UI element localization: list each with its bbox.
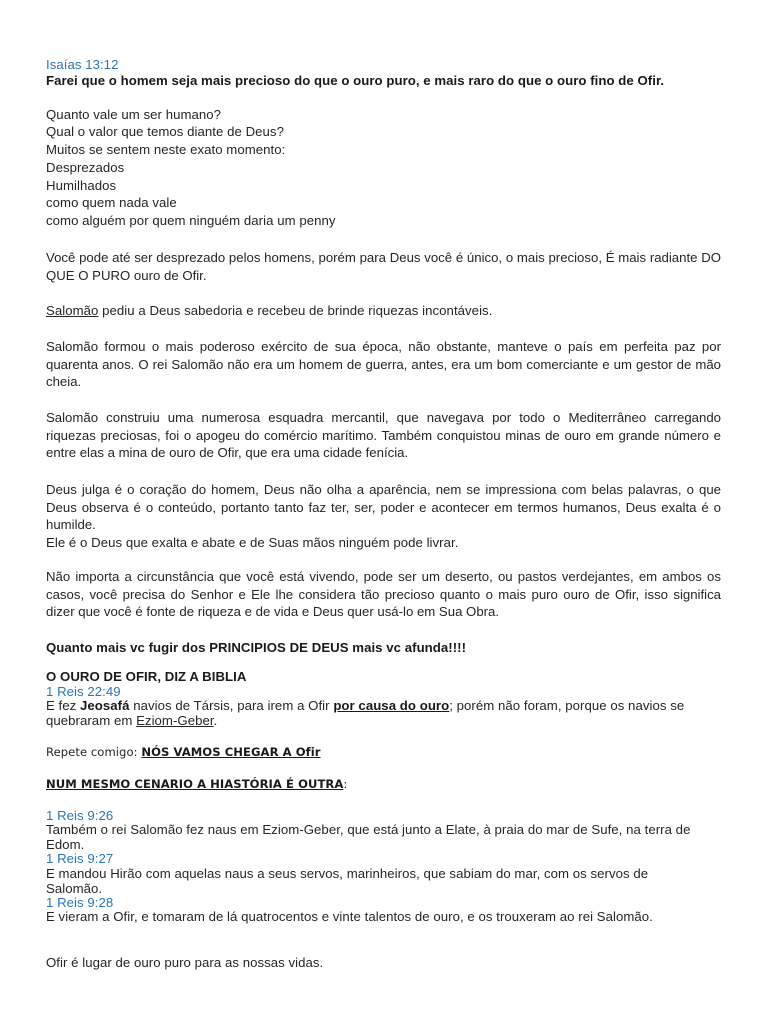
ref-1-reis-22-49: 1 Reis 22:49	[46, 684, 121, 699]
verse-9-28: E vieram a Ofir, e tomaram de lá quatrocentos e vinte talentos de ouro, e os trouxeram ao rei Salomão.	[46, 909, 653, 924]
cenario-line: NUM MESMO CENARIO A HIASTÓRIA É OUTRA:	[46, 777, 348, 791]
heading-ouro-de-ofir: O OURO DE OFIR, DIZ A BIBLIA	[46, 669, 247, 684]
question-line: Humilhados	[46, 178, 117, 193]
ref-1-reis-9-26: 1 Reis 9:26	[46, 808, 114, 823]
ref-1-reis-9-28: 1 Reis 9:28	[46, 895, 114, 910]
jeosafa-name: Jeosafá	[80, 698, 130, 713]
paragraph-deus-julga: Deus julga é o coração do homem, Deus não olha a aparência, nem se impressiona com belas palavras, o que Deus observa é o conteúdo, portanto tanto faz ter, ser, poder e acontecer em termos humanos, Deus exalta é o humilde.	[46, 482, 721, 533]
paragraph-salomao-sabedoria: Salomão pediu a Deus sabedoria e recebeu de brinde riquezas incontáveis.	[46, 303, 493, 318]
question-line: Muitos se sentem neste exato momento:	[46, 142, 286, 157]
question-line: como quem nada vale	[46, 195, 177, 210]
paragraph-desprezado: Você pode até ser desprezado pelos homens, porém para Deus você é único, o mais precioso, É mais radiante DO QUE O PURO ouro de Ofir.	[46, 250, 721, 283]
verse-1-reis-22-49-line2: quebraram em Eziom-Geber.	[46, 713, 218, 728]
repete-comigo-line	[46, 744, 321, 760]
ref-1-reis-9-27: 1 Reis 9:27	[46, 851, 114, 866]
eziom-geber-link[interactable]: Eziom-Geber	[136, 713, 214, 728]
question-line: como alguém por quem ninguém daria um penny	[46, 213, 336, 228]
por-causa-do-ouro: por causa do ouro	[333, 698, 450, 713]
salomao-link[interactable]: Salomão	[46, 303, 99, 318]
ref-isaias: Isaías 13:12	[46, 57, 119, 72]
verse-9-27-line1: E mandou Hirão com aquelas naus a seus servos, marinheiros, que sabiam do mar, com os servos de	[46, 866, 649, 881]
verse-9-27-line2: Salomão.	[46, 881, 103, 896]
paragraph-circunstancia: Não importa a circunstância que você está vivendo, pode ser um deserto, ou pastos verdejantes, em ambos os casos, você precisa do Senhor e Ele lhe considera tão precioso quanto o mais puro ouro de Ofir, isso significa dizer que você é fonte de riqueza e de vida e Deus quer usá-lo em Sua Obra.	[46, 569, 721, 620]
verse-9-26-line2: Edom.	[46, 837, 85, 852]
verse-9-26-line1: Também o rei Salomão fez naus em Eziom-Geber, que está junto a Elate, à praia do mar de Sufe, na terra de	[46, 822, 691, 837]
question-line: Quanto vale um ser humano?	[46, 107, 222, 122]
closing-line: Ofir é lugar de ouro puro para as nossas vidas.	[46, 955, 324, 970]
question-line: Qual o valor que temos diante de Deus?	[46, 124, 284, 139]
bold-warning: Quanto mais vc fugir dos PRINCIPIOS DE DEUS mais vc afunda!!!!	[46, 640, 467, 655]
paragraph-esquadra: Salomão construiu uma numerosa esquadra mercantil, que navegava por todo o Mediterrâneo carregando riquezas preciosas, foi o apogeu do comércio marítimo. Também conquistou minas de ouro em grande número e entre elas a mina de ouro de Ofir, que era uma cidade fenícia.	[46, 410, 721, 461]
cenario-heading: NUM MESMO CENARIO A HIASTÓRIA É OUTRA	[46, 777, 344, 791]
question-line: Desprezados	[46, 160, 125, 175]
repete-text: NÓS VAMOS CHEGAR A Ofir	[141, 745, 321, 759]
paragraph-exercito: Salomão formou o mais poderoso exército de sua época, não obstante, manteve o país em perfeita paz por quarenta anos. O rei Salomão não era um homem de guerra, antes, era um bom comerciante e um gestor de mão cheia.	[46, 339, 721, 390]
repete-label: Repete comigo:	[46, 745, 142, 759]
paragraph-deus-exalta: Ele é o Deus que exalta e abate e de Suas mãos ninguém pode livrar.	[46, 535, 459, 550]
verse-1-reis-22-49-line1: E fez Jeosafá navios de Társis, para irem a Ofir por causa do ouro; porém não foram, porque os navios se	[46, 698, 685, 713]
verse-isaias: Farei que o homem seja mais precioso do que o ouro puro, e mais raro do que o ouro fino de Ofir.	[46, 73, 665, 88]
